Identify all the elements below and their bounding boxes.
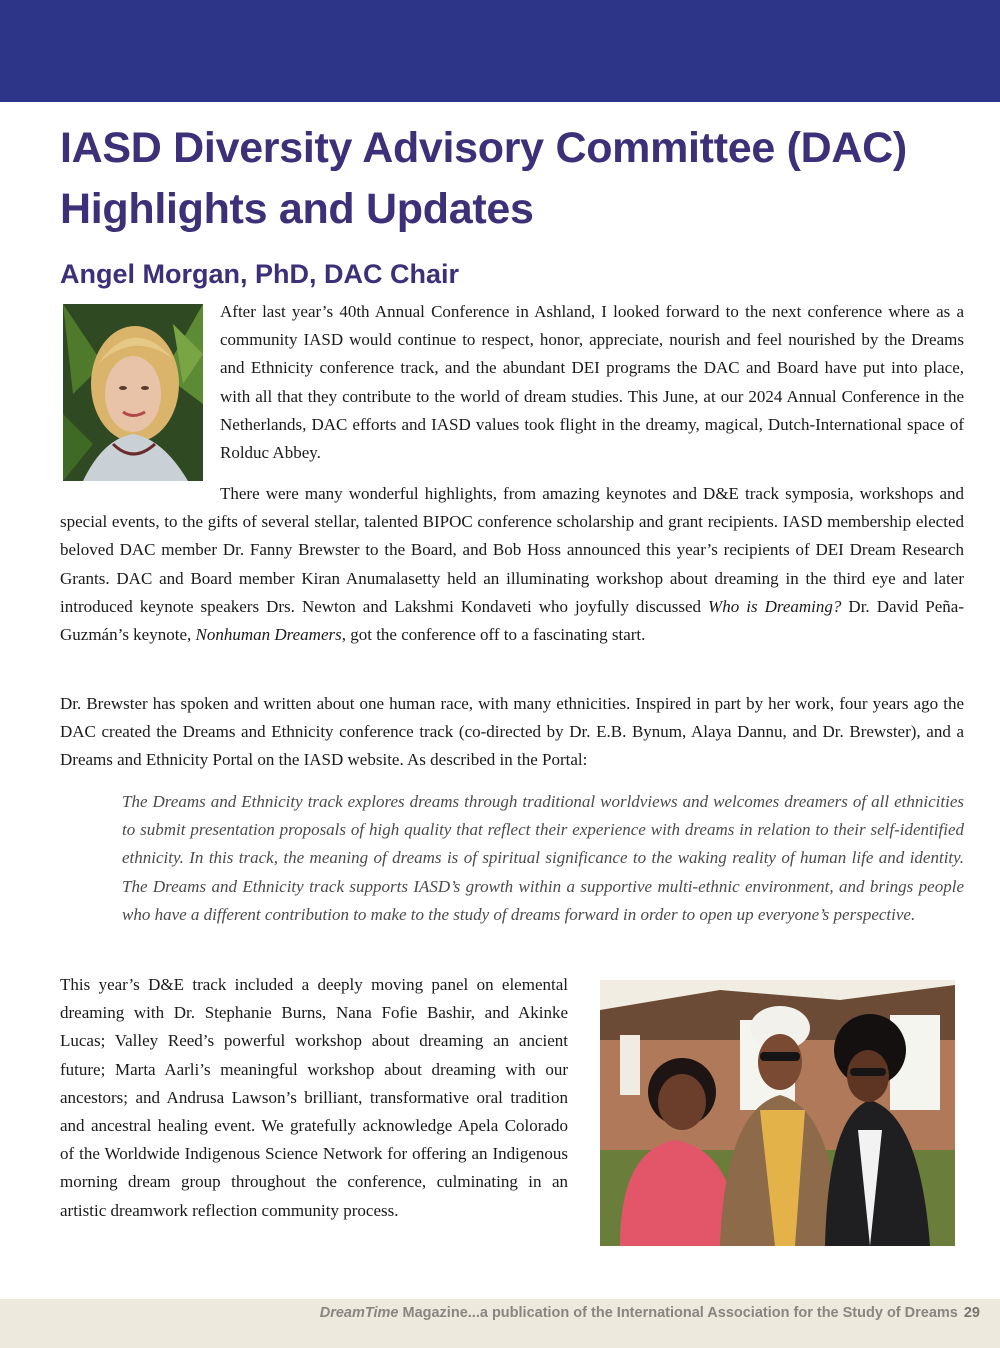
- header-band: [0, 0, 1000, 102]
- group-photo-image: [600, 980, 955, 1246]
- footer-publication-text: Magazine...a publication of the International Association for the Study of Dreams: [398, 1305, 958, 1321]
- keynote-title-nonhuman-dreamers: Nonhuman Dreamers: [195, 625, 342, 645]
- paragraph-highlights-text-2: Dr. David Peña-Guzmán’s keynote,: [60, 596, 964, 645]
- paragraph-track: This year’s D&E track included a deeply moving panel on elemental dreaming with Dr. Stephanie Burns, Nana Fofie Bashir, and Akinke Lucas; Valley Reed’s powerful workshop about dreaming an ancient future; Marta Aarli’s meaningful workshop about dreaming with our ancestors; and Andrusa Lawson’s brilliant, transformative oral tradition and ancestral healing event. We gratefully acknowledge Apela Colorado of the Worldwide Indigenous Science Network for offering an Indigenous morning dream group throughout the conference, culminating in an artistic dreamwork reflection community process.: [60, 975, 568, 1220]
- paragraph-highlights-text-3: , got the conference off to a fascinating start.: [341, 625, 646, 645]
- paragraph-intro: After last year’s 40th Annual Conference in Ashland, I looked forward to the next conference where as a community IASD would continue to respect, honor, appreciate, nourish and feel nourished by the Dreams and Ethnicity conference track, and the abundant DEI programs the DAC and Board have put into place, with all that they contribute to the world of dream studies. This June, at our 2024 Annual Conference in the Netherlands, DAC efforts and IASD values took flight in the dreamy, magical, Dutch-International space of Rolduc Abbey.: [220, 302, 964, 463]
- article-title: IASD Diversity Advisory Committee (DAC) Highlights and Updates: [60, 124, 907, 233]
- page-footer: [320, 1303, 980, 1323]
- keynote-title-who-is-dreaming: Who is Dreaming?: [708, 596, 842, 616]
- author-photo: [63, 304, 203, 481]
- group-photo: [600, 980, 955, 1246]
- paragraph-brewster: Dr. Brewster has spoken and written about one human race, with many ethnicities. Inspired in part by her work, four years ago the DAC created the Dreams and Ethnicity conference track (co-directed by Dr. E.B. Bynum, Alaya Dannu, and Dr. Brewster), and a Dreams and Ethnicity Portal on the IASD website. As described in the Portal:: [60, 694, 964, 770]
- portal-quote: The Dreams and Ethnicity track explores dreams through traditional worldviews and welcomes dreamers of all ethnicities to submit presentation proposals of high quality that reflect their experience with dreams in relation to their self-identified ethnicity. In this track, the meaning of dreams is of spiritual significance to the waking reality of human life and identity. The Dreams and Ethnicity track supports IASD’s growth within a supportive multi-ethnic environment, and brings people who have a different contribution to make to the study of dreams forward in order to open up everyone’s perspective.: [122, 792, 964, 924]
- paragraph-highlights-text: There were many wonderful highlights, from amazing keynotes and D&E track symposia, workshops and special events, to the gifts of several stellar, talented BIPOC conference scholarship and grant recipients. IASD membership elected beloved DAC member Dr. Fanny Brewster to the Board, and Bob Hoss announced this year’s recipients of DEI Dream Research Grants. DAC and Board member Kiran Anumalasetty held an illuminating workshop about dreaming in the third eye and later introduced keynote speakers Drs. Newton and Lakshmi Kondaveti who joyfully discussed: [60, 484, 964, 616]
- footer-magazine-name: DreamTime: [319, 1305, 399, 1321]
- paragraph-highlights: [60, 480, 964, 649]
- author-photo-image: [63, 304, 203, 481]
- page-number: 29: [963, 1305, 980, 1321]
- article-byline: Angel Morgan, PhD, DAC Chair: [60, 259, 460, 289]
